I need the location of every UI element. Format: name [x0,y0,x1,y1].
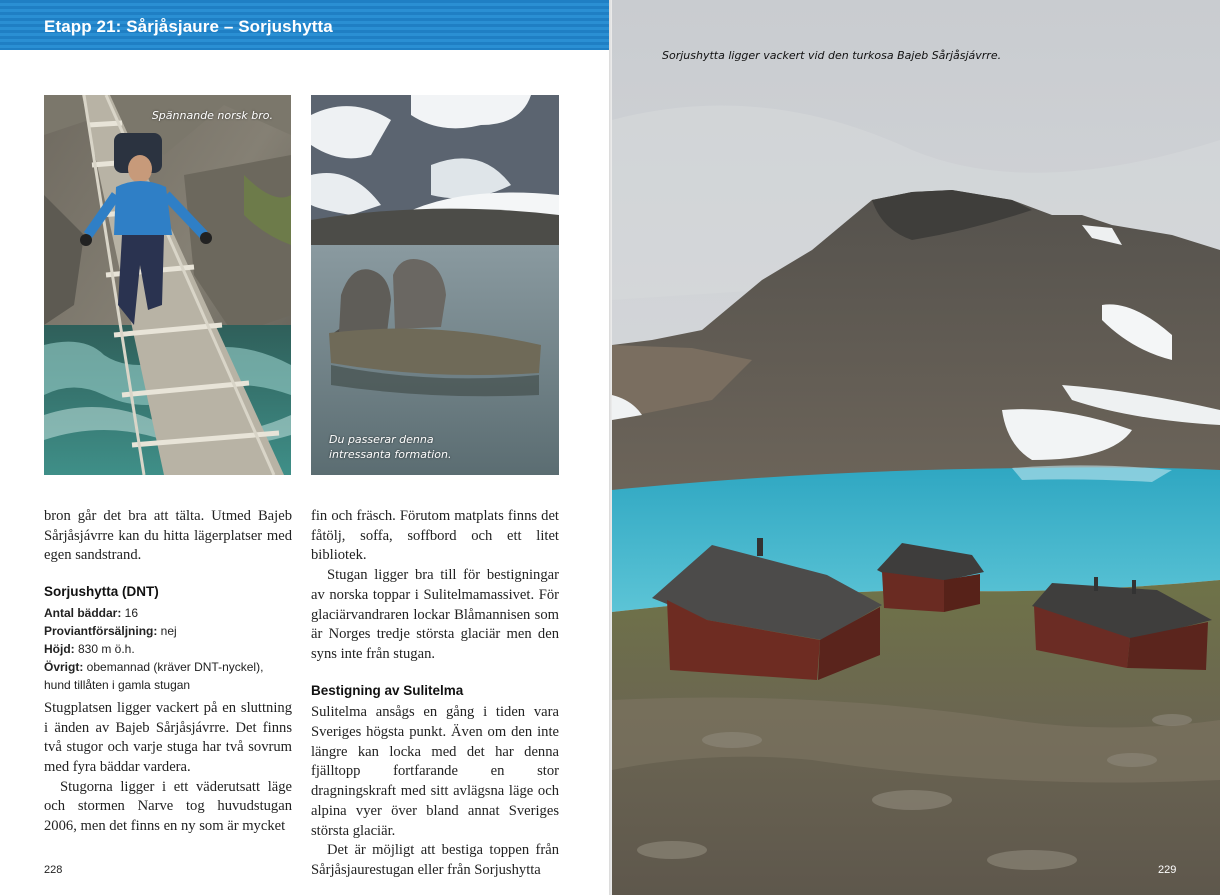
page-number-right: 229 [1158,864,1177,876]
sulitelma-heading: Bestigning av Sulitelma [311,682,464,698]
chapter-banner [0,0,609,50]
col2-paragraph-2: Stugan ligger bra till för bestigningar av norska toppar i Sulitelmamassivet. För glaciärvandraren lockar Blåmannisen som är Norges tredje största glaciär men den syns inte från stugan. [311,567,559,662]
fact-other: Övrigt: obemannad (kräver DNT-nyckel), hund tillåten i gamla stugan [44,659,264,692]
text-column-left [44,507,292,837]
fact-height: Höjd: 830 m ö.h. [44,641,135,656]
intro-paragraph: bron går det bra att tälta. Utmed Bajeb Sårjåsjávrre kan du hitta lägerplatser med egen sandstrand. [44,508,292,564]
hut-heading: Sorjushytta (DNT) [44,584,159,600]
hut-facts [44,604,292,694]
landscape-photo [612,0,1220,895]
sulitelma-paragraph-2: Det är möjligt att bestiga toppen från Sårjåsjaurestugan eller från Sorjushytta [311,842,559,878]
rock-caption-line2: intressanta formation. [329,448,452,461]
landscape-photo-caption: Sorjushytta ligger vackert vid den turkosa Bajeb Sårjåsjávrre. [662,49,1002,62]
hut-paragraph-2: Stugorna ligger i ett väderutsatt läge och stormen Narve tog huvudstugan 2006, men det finns en ny som är mycket [44,778,292,835]
sulitelma-paragraph-1: Sulitelma ansågs en gång i tiden vara Sveriges högsta punkt. Även om den inte längre kan locka med det har denna fjälltopp fortfarande en stor dragningskraft med sitt avlägsna läge och alpina vyer över bland annat Sveriges största glaciär. [311,704,559,839]
fact-provisions: Proviantförsäljning: nej [44,623,177,638]
rock-photo-caption [329,432,452,462]
col2-paragraph-1: fin och fräsch. Förutom matplats finns det fåtölj, soffa, soffbord och ett litet bibliotek. [311,508,559,564]
page-number-left: 228 [44,864,63,876]
hut-paragraph-1: Stugplatsen ligger vackert på en sluttning i änden av Bajeb Sårjåsjávrre. Det finns två stugor och varje stuga har två sovrum med fyra bäddar vardera. [44,699,292,775]
bridge-photo [44,95,291,475]
chapter-title: Etapp 21: Sårjåsjaure – Sorjushytta [44,17,333,36]
text-column-right [311,507,559,881]
bridge-photo-caption: Spännande norsk bro. [151,109,273,122]
right-page [612,0,1220,895]
rock-photo [311,95,559,475]
rock-caption-line1: Du passerar denna [329,433,434,446]
fact-beds: Antal bäddar: 16 [44,605,139,620]
